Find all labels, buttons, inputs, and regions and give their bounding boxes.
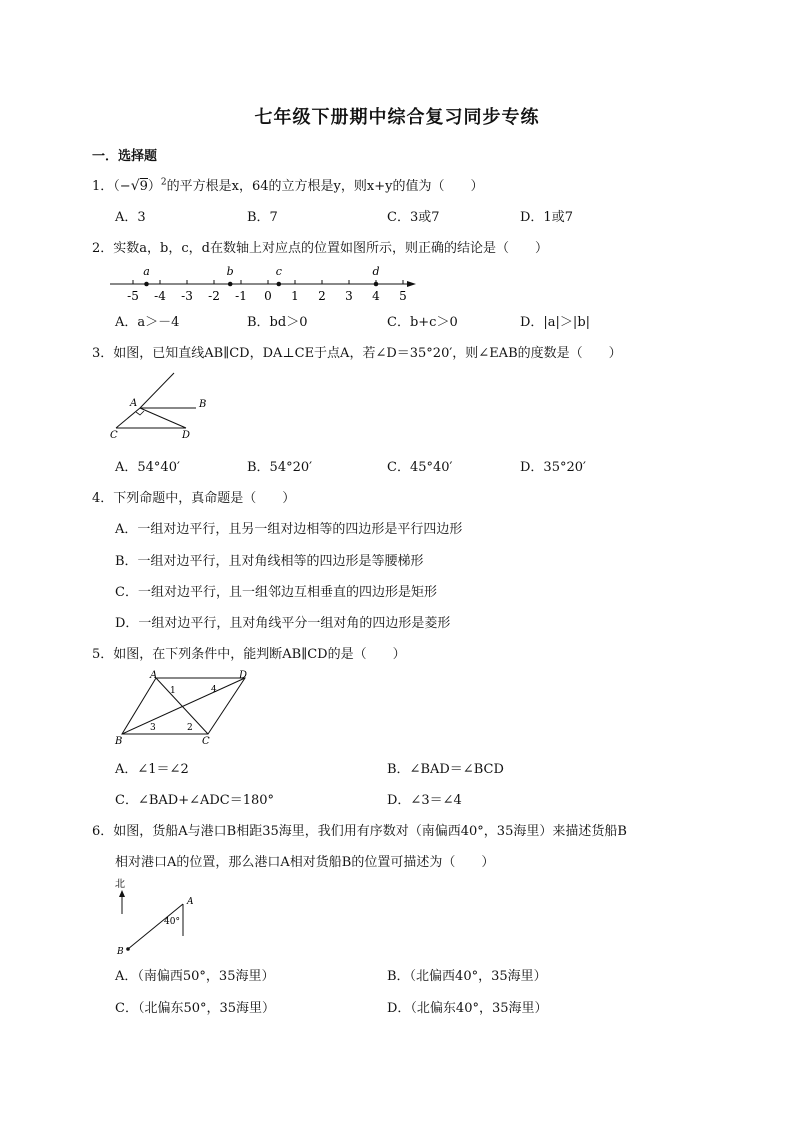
tick-label: -3 (181, 289, 193, 303)
q3-option-d[interactable]: D．35°20′ (520, 460, 586, 475)
q1-option-c[interactable]: C．3或7 (387, 210, 440, 225)
label-a: A (187, 897, 194, 907)
point-b (228, 282, 233, 287)
q1-open-paren: （ (113, 179, 120, 194)
q2-option-b[interactable]: B．bd＞0 (247, 315, 308, 330)
q1-exponent: 2 (160, 177, 167, 188)
point-label-c: c (275, 265, 282, 278)
tick-label: 4 (372, 289, 380, 303)
point-b (126, 947, 130, 951)
q1-option-d[interactable]: D．1或7 (520, 210, 573, 225)
q3-option-a[interactable]: A．54°40′ (115, 460, 180, 475)
angle-label-2: 2 (187, 723, 193, 733)
line-ad (140, 408, 186, 428)
q4-option-c[interactable]: C．一组对边平行，且一组邻边互相垂直的四边形是矩形 (115, 585, 437, 600)
number-line-figure (110, 254, 420, 304)
q4-option-a[interactable]: A．一组对边平行，且另一组对边相等的四边形是平行四边形 (115, 522, 463, 537)
tick-label: -2 (208, 289, 220, 303)
q4-option-b[interactable]: B．一组对边平行，且对角线相等的四边形是等腰梯形 (115, 554, 424, 569)
label-d: D (182, 430, 191, 441)
q5-option-b[interactable]: B．∠BAD＝∠BCD (387, 762, 504, 777)
label-a: A (130, 398, 138, 409)
question-3-stem: 3．如图，已知直线AB∥CD，DA⊥CE于点A，若∠D＝35°20′，则∠EAB的度数是（ ） (92, 346, 622, 361)
tick-label: -5 (127, 289, 139, 303)
question-6-stem-line1: 6．如图，货船A与港口B相距35海里，我们用有序数对（南偏西40°，35海里）来描述货船B (92, 824, 627, 839)
q3-figure (108, 370, 218, 442)
north-label: 北 (115, 879, 125, 890)
q2-option-d[interactable]: D．|a|＞|b| (520, 315, 591, 330)
angle-label-3: 3 (150, 723, 156, 733)
label-c: C (202, 736, 210, 747)
diagonal-ac (156, 678, 208, 734)
label-b: B (199, 399, 207, 410)
question-2-stem: 2．实数a，b，c，d在数轴上对应点的位置如图所示，则正确的结论是（ ） (92, 241, 548, 256)
question-1-stem: 1．$(-√9)^2$的平方根是x，64的立方根是y，则x+y的值为（ ） (92, 177, 484, 194)
right-angle-mark (136, 411, 144, 415)
point-label-a: a (143, 265, 150, 278)
q1-close-paren: ） (147, 179, 161, 194)
line-ae (140, 373, 174, 408)
sqrt-sign-icon: √ (130, 178, 140, 194)
north-arrow-icon (119, 890, 125, 897)
point-a (144, 282, 149, 287)
line-ce (116, 408, 140, 428)
question-4-stem: 4．下列命题中，真命题是（ ） (92, 491, 296, 506)
q1-option-a[interactable]: A．3 (115, 210, 146, 225)
tick-label: 3 (345, 289, 353, 303)
label-b: B (117, 947, 124, 957)
angle-label-40: 40° (164, 917, 180, 927)
q5-option-a[interactable]: A．∠1＝∠2 (115, 762, 189, 777)
q6-option-c[interactable]: C．（北偏东50°，35海里） (115, 1001, 276, 1016)
q1-radicand: 9 (139, 179, 148, 194)
label-b: B (115, 736, 123, 747)
q1-text: 的平方根是x，64的立方根是y，则x+y的值为（ ） (166, 179, 484, 194)
point-label-b: b (226, 265, 234, 278)
q5-option-d[interactable]: D．∠3＝∠4 (387, 793, 462, 808)
q5-figure (112, 670, 257, 745)
tick-label: 2 (318, 289, 326, 303)
label-d: D (239, 670, 248, 681)
question-6-stem-line2: 相对港口A的位置，那么港口A相对货船B的位置可描述为（ ） (115, 855, 495, 870)
angle-label-4: 4 (211, 685, 217, 695)
tick-label: 1 (291, 289, 299, 303)
question-5-stem: 5．如图，在下列条件中，能判断AB∥CD的是（ ） (92, 647, 406, 662)
section-heading: 一．选择题 (92, 149, 158, 164)
q5-option-c[interactable]: C．∠BAD+∠ADC＝180° (115, 793, 275, 808)
point-label-d: d (372, 265, 380, 278)
label-a: A (150, 670, 158, 681)
tick-label: -4 (154, 289, 166, 303)
label-c: C (110, 430, 118, 441)
q2-option-c[interactable]: C．b+c＞0 (387, 315, 458, 330)
axis-arrow-icon (407, 281, 416, 287)
point-d (374, 282, 379, 287)
tick-label: 5 (399, 289, 407, 303)
q3-option-b[interactable]: B．54°20′ (247, 460, 313, 475)
q1-number: 1． (92, 179, 114, 194)
q4-option-d[interactable]: D．一组对边平行，且对角线平分一组对角的四边形是菱形 (115, 616, 451, 631)
q2-option-a[interactable]: A．a＞－4 (115, 315, 180, 330)
angle-label-1: 1 (170, 686, 176, 696)
page-title: 七年级下册期中综合复习同步专练 (254, 107, 540, 128)
q1-option-b[interactable]: B．7 (247, 210, 278, 225)
q6-option-b[interactable]: B．（北偏西40°，35海里） (387, 969, 547, 984)
q6-option-a[interactable]: A．（南偏西50°，35海里） (115, 969, 275, 984)
q6-figure (110, 876, 210, 958)
tick-label: -1 (235, 289, 247, 303)
tick-label: 0 (264, 289, 272, 303)
point-c (277, 282, 282, 287)
q6-option-d[interactable]: D．（北偏东40°，35海里） (387, 1001, 548, 1016)
q3-option-c[interactable]: C．45°40′ (387, 460, 453, 475)
